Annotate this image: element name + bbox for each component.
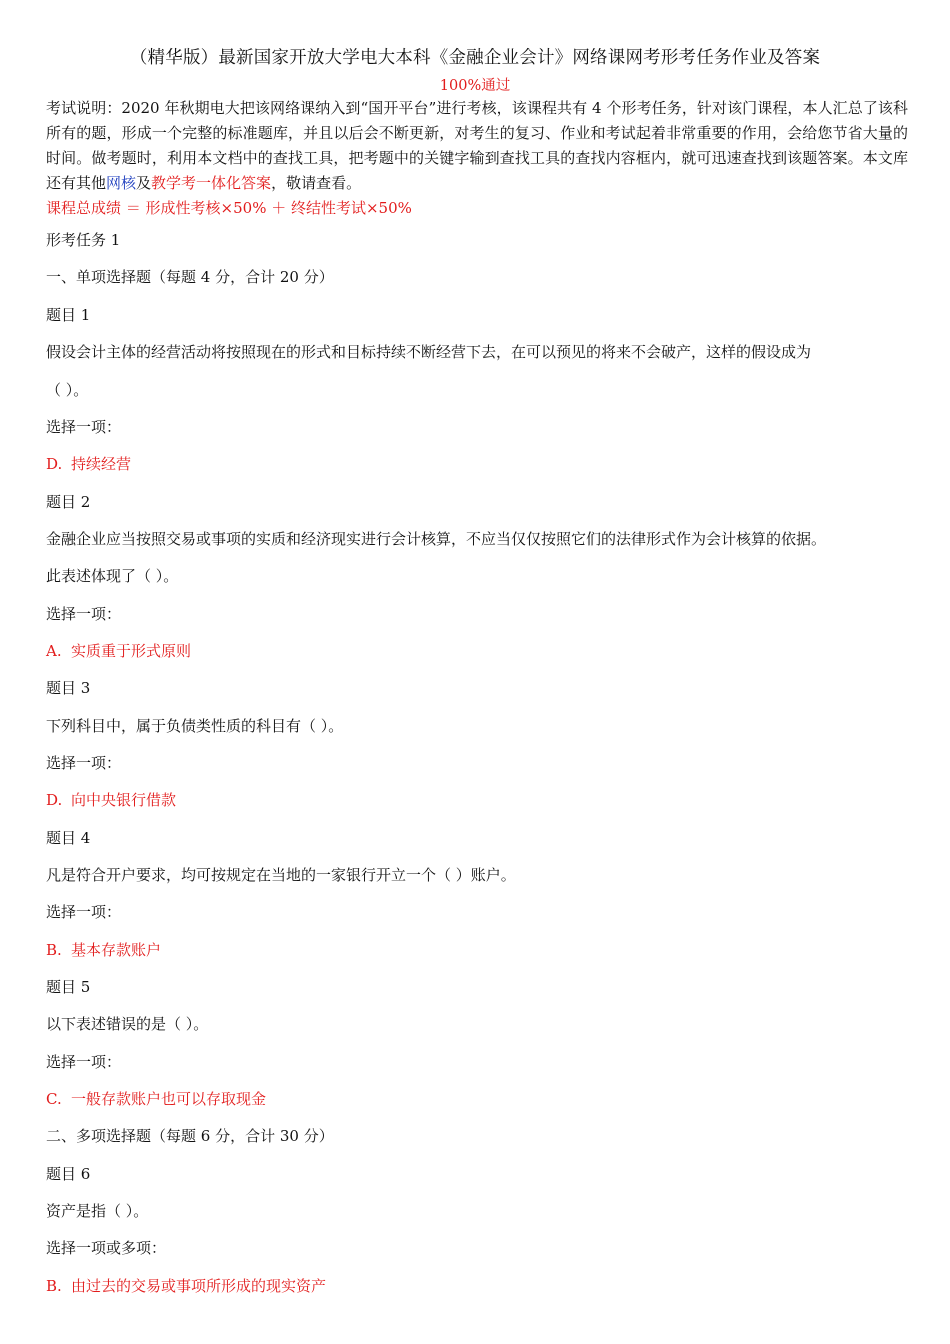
question-stem-continued: （ ）。 xyxy=(46,381,89,399)
question-label: 题目 3 xyxy=(46,679,91,697)
grading-formula: 课程总成绩 ＝ 形成性考核×50% ＋ 终结性考试×50% xyxy=(46,199,412,217)
document-title: （精华版）最新国家开放大学电大本科《金融企业会计》网络课网考形考任务作业及答案 xyxy=(129,48,821,68)
section-multiple-choice-title: 二、多项选择题（每题 6 分，合计 30 分） xyxy=(46,1127,334,1145)
answer-text: 持续经营 xyxy=(71,455,132,473)
choice-prompt: 选择一项： xyxy=(46,1053,122,1071)
section-single-choice-title: 一、单项选择题（每题 4 分，合计 20 分） xyxy=(46,268,334,286)
answer-letter: B. xyxy=(46,1277,62,1295)
question-label: 题目 6 xyxy=(46,1165,91,1183)
answer-text: 向中央银行借款 xyxy=(71,791,177,809)
answer-letter: D. xyxy=(46,791,63,809)
answer xyxy=(46,939,161,960)
question-label: 题目 2 xyxy=(46,493,91,511)
question-label: 题目 4 xyxy=(46,829,91,847)
question-stem: 资产是指（ ）。 xyxy=(46,1202,149,1220)
question-stem: 凡是符合开户要求，均可按规定在当地的一家银行开立一个（ ）账户。 xyxy=(46,866,516,884)
answer-text: 基本存款账户 xyxy=(71,941,162,959)
question-stem: 金融企业应当按照交易或事项的实质和经济现实进行会计核算，不应当仅仅按照它们的法律形式作为会计核算的依据。 xyxy=(46,530,827,548)
choice-prompt: 选择一项： xyxy=(46,605,122,623)
answer xyxy=(46,789,176,810)
answer xyxy=(46,1275,326,1296)
answer-letter: C. xyxy=(46,1090,62,1108)
answer-letter: D. xyxy=(46,455,63,473)
question-label: 题目 5 xyxy=(46,978,91,996)
choice-prompt: 选择一项： xyxy=(46,418,122,436)
question-label: 题目 1 xyxy=(46,306,91,324)
choice-prompt: 选择一项： xyxy=(46,903,122,921)
choice-prompt: 选择一项： xyxy=(46,754,122,772)
answer-text: 由过去的交易或事项所形成的现实资产 xyxy=(71,1277,327,1295)
question-stem-continued: 此表述体现了（ ）。 xyxy=(46,567,179,585)
instructions-text: 考试说明：2020 年秋期电大把该网络课纳入到“国开平台”进行考核，该课程共有 4 个形考任务，针对该门课程，本人汇总了该科所有的题，形成一个完整的标准题库，并且以后会不断更新，对考生的复习、作业和考试起着非常重要的作用，会给您节省大量的时间。做考题时，利用本文档中的查找工具，把考题中的关键字输到查找工具的查找内容框内，就可迅速查找到该题答案。本文库还有其他 xyxy=(46,99,908,192)
question-stem: 以下表述错误的是（ ）。 xyxy=(46,1015,209,1033)
answer-letter: B. xyxy=(46,941,62,959)
answer-text: 一般存款账户也可以存取现金 xyxy=(71,1090,267,1108)
answer xyxy=(46,640,191,661)
teaching-exam-answers-link[interactable]: 教学考一体化答案 xyxy=(151,174,272,192)
answer xyxy=(46,453,131,474)
answer-text: 实质重于形式原则 xyxy=(71,642,192,660)
exam-instructions xyxy=(46,96,908,196)
task-title: 形考任务 1 xyxy=(46,231,121,249)
document-subtitle: 100%通过 xyxy=(439,78,511,94)
choice-prompt: 选择一项或多项： xyxy=(46,1239,167,1257)
instructions-conjunction: 及 xyxy=(136,174,152,192)
answer xyxy=(46,1088,266,1109)
instructions-ending: ，敬请查看。 xyxy=(271,174,362,192)
question-stem: 假设会计主体的经营活动将按照现在的形式和目标持续不断经营下去，在可以预见的将来不会破产，这样的假设成为 xyxy=(46,343,812,361)
question-stem: 下列科目中，属于负债类性质的科目有（ ）。 xyxy=(46,717,344,735)
answer-letter: A. xyxy=(46,642,62,660)
wanghe-link[interactable]: 网核 xyxy=(106,174,137,192)
